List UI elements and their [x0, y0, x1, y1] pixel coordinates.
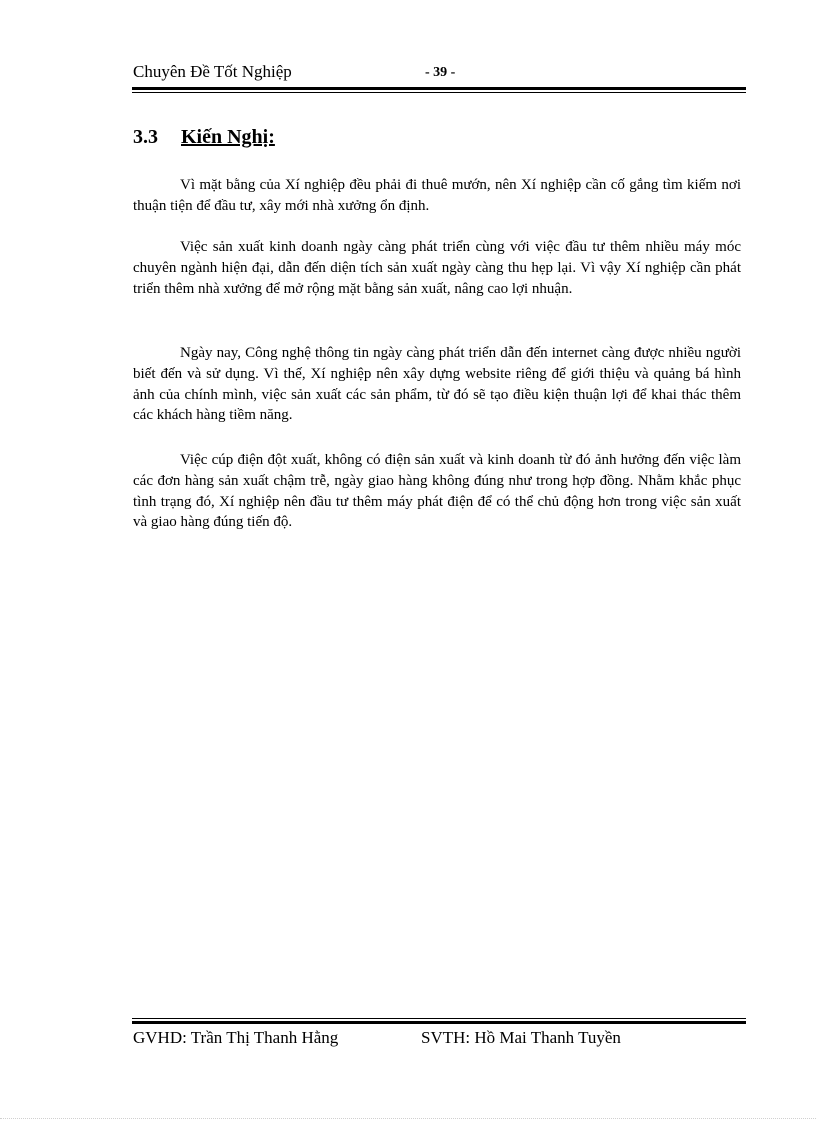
header-rule-thin: [132, 92, 746, 93]
header-rule-thick: [132, 87, 746, 90]
paragraph-2: Việc sản xuất kinh doanh ngày càng phát triển cùng với việc đầu tư thêm nhiều máy móc chuyên ngành hiện đại, dẫn đến diện tích sản xuất ngày càng thu hẹp lại. Vì vậy Xí nghiệp cần phát triển thêm nhà xưởng để mở rộng mặt bằng sản xuất, nâng cao lợi nhuận.: [133, 239, 741, 297]
footer-student: SVTH: Hồ Mai Thanh Tuyền: [421, 1028, 621, 1047]
footer-rule-thin: [132, 1018, 746, 1019]
footer-rule-thick: [132, 1021, 746, 1024]
paragraph-1: Vì mặt bằng của Xí nghiệp đều phải đi thuê mướn, nên Xí nghiệp cần cố gắng tìm kiếm nơi thuận tiện để đầu tư, xây mới nhà xưởng ổn định.: [133, 177, 741, 214]
page-number: - 39 -: [425, 65, 456, 80]
section-number: 3.3: [133, 126, 158, 148]
paragraph-3: Ngày nay, Công nghệ thông tin ngày càng phát triển dẫn đến internet càng được nhiều người biết đến và sử dụng. Vì thế, Xí nghiệp nên xây dựng website riêng để giới thiệu và quảng bá hình ảnh của chính mình, việc sản xuất các sản phẩm, từ đó sẽ tạo điều kiện thuận lợi để khai thác thêm các khách hàng tiềm năng.: [133, 345, 741, 424]
paragraph-4: Việc cúp điện đột xuất, không có điện sản xuất và kinh doanh từ đó ảnh hưởng đến việc làm các đơn hàng sản xuất chậm trễ, ngày giao hàng không đúng như trong hợp đồng. Nhằm khắc phục tình trạng đó, Xí nghiệp nên đầu tư thêm máy phát điện để có thể chủ động hơn trong việc sản xuất và giao hàng đúng tiến độ.: [133, 452, 741, 531]
section-heading: [133, 126, 275, 149]
footer-advisor: GVHD: Trần Thị Thanh Hằng: [133, 1028, 339, 1047]
header-title: Chuyên Đề Tốt Nghiệp: [133, 62, 292, 81]
section-title: Kiến Nghị:: [181, 126, 275, 148]
page-bottom-edge: [0, 1118, 816, 1120]
